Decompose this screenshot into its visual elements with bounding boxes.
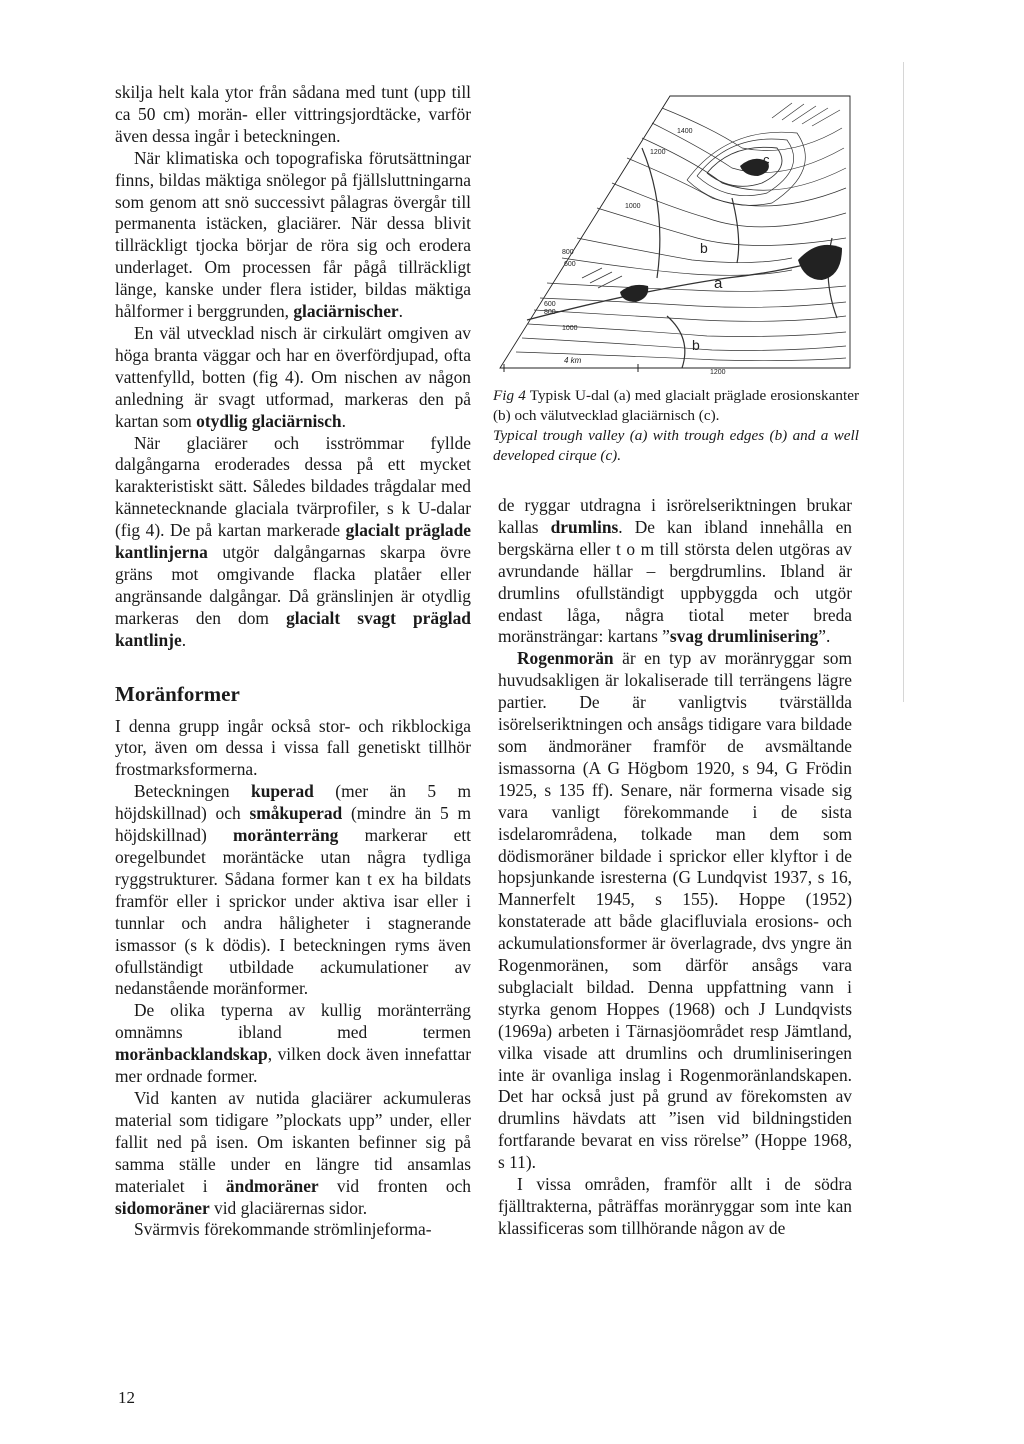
right-column bbox=[498, 495, 852, 1240]
contour-map bbox=[492, 88, 852, 378]
label-b-upper: b bbox=[700, 240, 708, 256]
caption-english: Typical trough valley (a) with trough edges (b) and a well developed cirque (c). bbox=[493, 427, 859, 464]
label-c: c bbox=[763, 152, 770, 167]
term-moranterrang: moränterräng bbox=[233, 825, 339, 846]
paragraph: Svärmvis förekommande strömlinjeforma- bbox=[134, 1219, 432, 1240]
contour-label: 800 bbox=[562, 249, 574, 256]
paragraph: Rogenmorän är en typ av moränryggar som huvudsakligen är lokaliserade till terrängens lägre partier. De är vanligtvis tvärställda isörelseriktningen och ansågs tidigare vara bildade som ändmoräner framför de avsmältande ismassorna (A G Högbom 1920, s 94, G Frödin 1925, s 135 ff). Senare, när formerna visade sig vara vanligt förekommande i de sista isdelarområdena, tolkade man dem som dödismoräner bildade i sprickor eller klyftor i de hopsjunkande isresterna (G Lundqvist 1937, s 16, Mannerfelt 1945, s 155). Hoppe (1952) konstaterade att både glacifluviala erosions- och ackumulationsformer är överlagrade, dvs yngre än Rogenmoränen, som därför ansågs vara subglacialt bildad. Denna uppfattning vann i styrka genom Hoppes (1968) och J Lundqvists (1969a) arbeten i Tärnasjöområdet resp Jämtland, vilka visade att drumlins och drumliniseringen inte är ovanliga inslag i Rogenmoränlandskapen. Det har också just på grund av förekomsten av drumlins hävdats att ”isen vid bildningstiden fortfarande bevarat en viss rörelse” (Hoppe 1968, s 11). bbox=[498, 648, 852, 1173]
label-b-lower: b bbox=[692, 337, 700, 353]
paragraph: I denna grupp ingår också stor- och rikblockiga ytor, även om dessa i vissa fall genetiskt tillhör frostmarksformerna. bbox=[115, 715, 471, 780]
paragraph: de ryggar utdragna i isrörelseriktningen brukar kallas drumlins. De kan ibland innehålla en bergskärna eller t o m till största delen utgöras av avrundande hällar – bergdrumlins. Ibland är drumlins ofullständigt uppbyggda och utgör endast låga, några tiotal meter breda moränsträngar: kartans ”svag drumlinisering”. bbox=[498, 495, 852, 647]
paragraph: Vid kanten av nutida glaciärer ackumuleras material som tidigare ”plockats upp” under, eller fallit ned på isen. Om iskanten befinner sig på samma ställe under en längre tid ansamlas materialet i ändmoräner vid fronten och sidomoräner vid glaciärernas sidor. bbox=[115, 1087, 471, 1218]
term-andmoraner: ändmoräner bbox=[225, 1175, 319, 1196]
contour-label: 1000 bbox=[625, 203, 641, 210]
paragraph: skilja helt kala ytor från sådana med tunt (upp till ca 50 cm) morän- eller vittringsjordtäcke, varför även dessa ingår i beteckningen. bbox=[115, 82, 471, 146]
contour-label: 1200 bbox=[650, 149, 666, 156]
section-heading: Moränformer bbox=[115, 681, 240, 706]
caption-label: Fig 4 bbox=[493, 387, 526, 404]
paragraph: När klimatiska och topografiska förutsättningar finns, bildas mäktiga snölegor på fjällsluttningarna som genom att snö successivt pålagras övergår till permanenta istäcken, glaciärer. När dessa blivit tillräckligt tjocka börjar de röra sig och erodera underlaget. Om processen får pågå tillräckligt länge, kanske under flera istider, bildas mäktiga hålformer i berggrunden, glaciärnischer. bbox=[115, 147, 471, 322]
term-kuperad: kuperad bbox=[251, 781, 314, 802]
page-number: 12 bbox=[118, 1388, 135, 1407]
term-otydlig-glaciarnisch: otydlig glaciärnisch bbox=[196, 410, 342, 431]
paragraph: I vissa områden, framför allt i de södra fjälltrakterna, påträffas moränryggar som inte kan klassificeras som tillhörande någon av de bbox=[498, 1174, 852, 1238]
term-glaciarnischer: glaciärnischer bbox=[293, 301, 399, 322]
label-a: a bbox=[714, 275, 723, 292]
term-sidomoraner: sidomoräner bbox=[115, 1197, 210, 1218]
u-valley-figure bbox=[492, 88, 852, 378]
term-svag-drumlinisering: svag drumlinisering bbox=[669, 626, 819, 647]
scale-label: 4 km bbox=[564, 356, 582, 365]
term-glacialt-svagt-praglad-kantlinje: glacialt svagt präglad kantlinje bbox=[115, 607, 471, 650]
caption-swedish: Fig 4 Typisk U-dal (a) med glacialt präglade erosionskanter (b) och välutvecklad glaciärnisch (c). bbox=[493, 387, 860, 424]
contour-label: 1000 bbox=[562, 325, 578, 332]
left-column bbox=[115, 82, 471, 1241]
scale-bar bbox=[504, 364, 638, 372]
valley-lake-east bbox=[798, 245, 842, 280]
term-smakuperad: småkuperad bbox=[249, 803, 343, 824]
paragraph: Beteckningen kuperad (mer än 5 m höjdskillnad) och småkuperad (mindre än 5 m höjdskillnad) moränterräng markerar ett oregelbundet moräntäcke utan några tydliga ryggstrukturer. Sådana former kan t ex ha bildats framför eller i sprickor under aktiva isar eller i tunnlar och andra håligheter i stagnerande ismassor (s k dödis). I beteckningen ryms även ofullständigt utbildade ackumulationer av nedanstående moränformer. bbox=[115, 781, 471, 999]
scan-edge-line bbox=[903, 62, 904, 702]
paragraph: De olika typerna av kullig moränterräng omnämns ibland med termen moränbacklandskap, vilken dock även innefattar mer ordnade former. bbox=[115, 1000, 471, 1087]
term-drumlins: drumlins bbox=[550, 516, 619, 537]
contour-label: 800 bbox=[544, 309, 556, 316]
paragraph: När glaciärer och isströmmar fyllde dalgångarna eroderades dessa på ett mycket karakteristiskt sätt. Således bildades trågdalar med kännetecknande glaciala tvärprofiler, s k U-dalar (fig 4). De på kartan markerade glacialt präglade kantlinjerna utgör dalgångarnas skarpa övre gräns mot omgivande flacka platåer eller angränsande dalgångar. Då gränslinjen är otydlig markeras den dom glacialt svagt präglad kantlinje. bbox=[115, 432, 471, 650]
term-glacialt-praglade-kantlinjerna: glacialt präglade kantlinjerna bbox=[115, 520, 471, 563]
term-moranbacklandskap: moränbacklandskap bbox=[115, 1044, 268, 1065]
paragraph: En väl utvecklad nisch är cirkulärt omgiven av höga branta väggar och har en överfördjupad, ofta vattenfylld, botten (fig 4). Om nischen av någon anledning är svagt utformad, markeras den på kartan som otydlig glaciärnisch. bbox=[115, 322, 471, 431]
contour-label: 600 bbox=[564, 261, 576, 268]
contour-label: 1200 bbox=[710, 369, 726, 376]
contour-label: 600 bbox=[544, 301, 556, 308]
term-rogenmoran: Rogenmorän bbox=[517, 648, 614, 669]
map-frame bbox=[500, 96, 850, 368]
contour-label: 1400 bbox=[677, 128, 693, 135]
figure-caption bbox=[493, 386, 859, 466]
